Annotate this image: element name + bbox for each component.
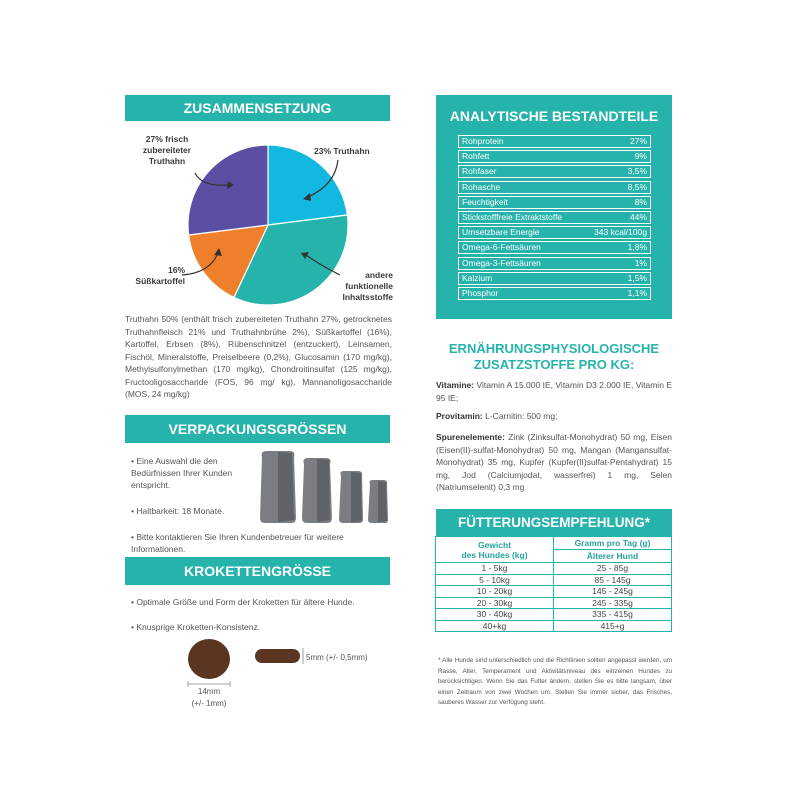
bag-mini (368, 480, 388, 523)
feeding-grams-cell: 25 - 85g (554, 563, 672, 575)
kibble-top-view (188, 639, 230, 679)
analytic-row (458, 181, 651, 194)
analytic-row (458, 257, 651, 270)
packaging-bullet-2: • Haltbarkeit: 18 Monate. (131, 506, 225, 516)
feeding-row (436, 563, 672, 575)
label-sweet-potato: 16% Süßkartoffel (135, 265, 185, 286)
feeding-weight-cell: 5 - 10kg (436, 574, 554, 586)
feeding-footnote: * Alle Hunde sind unterschiedlich und die Richtlinien sollten angepasst werden, um Rasse, Alter, Temperament und Aktivitätsniveau des einzelnen Hundes zu berücksichtigen. Wenn Sie das Futter ändern, stellen Sie es bitte langsam, über einen Zeitraum von zwei Wochen um. Stellen Sie immer sicher, das Frisches, sauberes Wasser zur Verfügung steht. (438, 657, 672, 706)
analytic-row-value: 3,5% (627, 166, 647, 177)
analytic-row (458, 211, 651, 224)
label-turkey-fresh: 27% frisch zubereiteter Truthahn (142, 134, 192, 166)
packaging-title: VERPACKUNGSGRÖSSEN (125, 415, 390, 443)
analytic-row-name: Omega-6-Fettsäuren (462, 242, 541, 253)
feeding-row (436, 609, 672, 621)
analytic-row-value: 343 kcal/100g (594, 227, 647, 238)
kibble-side-view (255, 649, 300, 663)
analytic-title: ANALYTISCHE BESTANDTEILE (449, 108, 659, 124)
analytic-row-value: 27% (629, 136, 647, 146)
kibble-height-label: 5mm (+/- 0,5mm) (306, 653, 368, 662)
feeding-table (435, 536, 672, 632)
analytic-row-value: 9% (634, 151, 647, 162)
feeding-grams-cell: 145 - 245g (554, 586, 672, 598)
analytic-row (458, 226, 651, 239)
feeding-row (436, 586, 672, 598)
feeding-grams-cell: 85 - 145g (554, 574, 672, 586)
label-turkey-23: 23% Truthahn (314, 146, 370, 156)
analytic-row-name: Kalzium (462, 272, 493, 283)
composition-text: Truthahn 50% (enthält frisch zubereiteten Truthahn 27%, getrocknetes Truthahnfleisch 21% und Truthahnbrühe 2%), Süßkartoffel (16%), Kartoffel, Erbsen (8%), Rübenschnitzel (entzuckert), Leinsamen, Fischöl, Mineralstoffe, Preiselbeere (0,2%), Glucosamin (170 mg/kg), Methylsulfonylmethan (170 mg/kg), Chondroitinsulfat (125 mg/kg), Fructooligosaccharide (FOS, 96 mg/ kg), Mannanoligosaccharide (MOS, 24 mg/kg) (125, 314, 392, 399)
analytic-row-value: 1,8% (627, 242, 647, 253)
feeding-row (436, 574, 672, 586)
analytic-row (458, 135, 651, 148)
analytic-row-name: Phosphor (462, 288, 499, 298)
feeding-weight-cell: 30 - 40kg (436, 609, 554, 621)
analytic-row (458, 196, 651, 209)
analytic-row-name: Stickstofffreie Extraktstoffe (462, 212, 563, 222)
feeding-grams-cell: 245 - 335g (554, 597, 672, 609)
packaging-bullet-3: • Bitte kontaktieren Sie Ihren Kundenbetreuer für weitere Informationen. (131, 532, 344, 554)
kibble-bullet-2: • Knusprige Kroketten-Konsistenz. (131, 622, 261, 632)
feeding-row (436, 597, 672, 609)
feeding-weight-cell: 10 - 20kg (436, 586, 554, 598)
analytic-row-value: 8,5% (627, 181, 647, 192)
analytic-row-name: Rohfaser (462, 166, 497, 177)
additives-title: ERNÄHRUNGSPHYSIOLOGISCHE ZUSATZSTOFFE PRO KG: (448, 341, 660, 372)
feeding-grams-cell: 335 - 415g (554, 609, 672, 621)
vitamins-text: Vitamine: Vitamin A 15.000 IE, Vitamin D3 2.000 IE, Vitamin E 95 IE; (436, 380, 672, 403)
feeding-title: FÜTTERUNGSEMPFEHLUNG* (436, 509, 672, 536)
analytic-row-value: 44% (629, 212, 647, 222)
composition-title: ZUSAMMENSETZUNG (125, 95, 390, 121)
label-other: andere funktionelle Inhaltsstoffe (342, 270, 393, 302)
analytic-row-name: Umsetzbare Energie (462, 227, 540, 238)
feeding-header-grams: Gramm pro Tag (g) (554, 537, 672, 550)
bag-large (260, 451, 296, 523)
analytic-row-value: 8% (634, 196, 647, 207)
feeding-weight-cell: 20 - 30kg (436, 597, 554, 609)
analytic-row (458, 165, 651, 178)
packaging-bags-image (255, 450, 395, 526)
kibble-title: KROKETTENGRÖSSE (125, 557, 390, 585)
kibble-width-label: 14mm (+/- 1mm) (191, 687, 227, 708)
analytic-row-value: 1,5% (627, 272, 647, 283)
packaging-bullet-1: • Eine Auswahl die den Bedürfnissen Ihrer Kunden entspricht. (131, 456, 233, 490)
analytic-row-value: 1,1% (627, 288, 647, 298)
analytic-row-name: Omega-3-Fettsäuren (462, 257, 541, 268)
analytic-row-name: Rohfett (462, 151, 490, 162)
provitamin-text: Provitamin: L-Carnitin: 500 mg; (436, 411, 558, 421)
feeding-weight-cell: 1 - 5kg (436, 563, 554, 575)
bag-small (339, 471, 363, 523)
bag-medium (302, 458, 332, 523)
feeding-header-weight: Gewicht des Hundes (kg) (436, 537, 554, 563)
analytic-row (458, 241, 651, 254)
kibble-bullet-1: • Optimale Größe und Form der Kroketten für ältere Hunde. (131, 597, 355, 607)
feeding-header-senior: Älterer Hund (554, 550, 672, 563)
analytic-row-name: Feuchtigkeit (462, 196, 508, 207)
analytic-row-name: Rohprotein (462, 136, 504, 146)
feeding-grams-cell: 415+g (554, 620, 672, 632)
feeding-weight-cell: 40+kg (436, 620, 554, 632)
analytic-row-value: 1% (634, 257, 647, 268)
analytic-row (458, 287, 651, 300)
trace-elements-text: Spurenelemente: Zink (Zinksulfat-Monohydrat) 50 mg, Eisen (Eisen(II)-sulfat-Monohydrat) 50 mg, Mangan (Mangansulfat-Monohydrat) 35 mg, Kupfer (Kupfer(II)sulfat-Pentahydrat) 15 mg, Jod (Calciumjodat, wasserfrei) 1 mg, Selen (Natriumselenit) 0,3 mg (436, 432, 672, 492)
analytic-row (458, 272, 651, 285)
analytic-row-name: Rohasche (462, 181, 501, 192)
analytic-row (458, 150, 651, 163)
pie-slice (268, 145, 347, 225)
feeding-row (436, 620, 672, 632)
